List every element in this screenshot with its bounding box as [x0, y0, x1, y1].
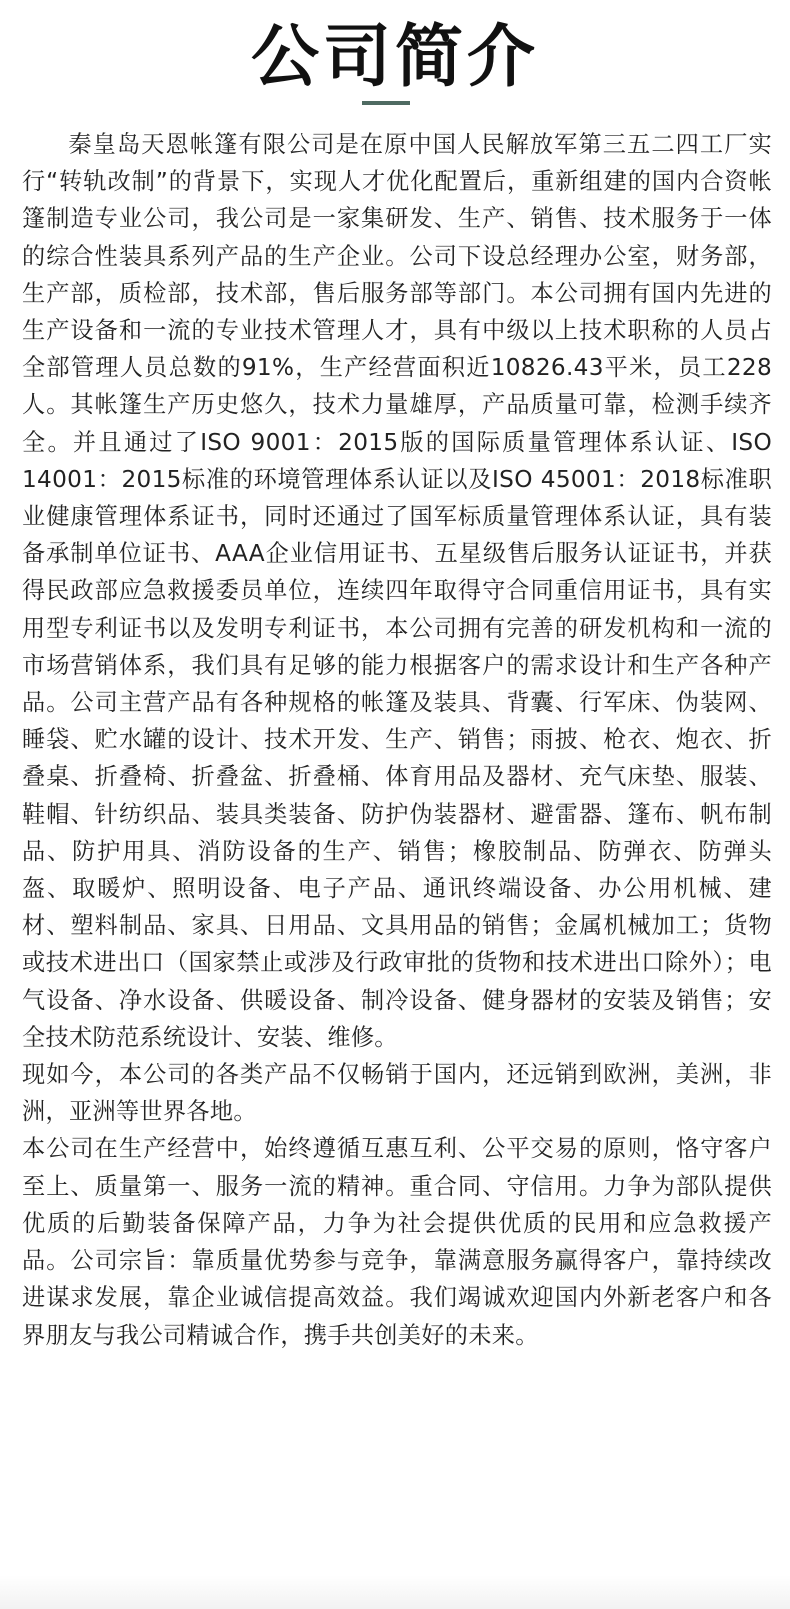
bottom-fade-edge [0, 1575, 790, 1609]
intro-paragraph-markets: 现如今，本公司的各类产品不仅畅销于国内，还远销到欧洲，美洲，非洲，亚洲等世界各地。 [22, 1061, 772, 1126]
intro-paragraph-company-overview: 秦皇岛天恩帐篷有限公司是在原中国人民解放军第三五二四工厂实行“转轨改制”的背景下，实现人才优化配置后，重新组建的国内合资帐篷制造专业公司，我公司是一家集研发、生产、销售、技术服务于一体的综合性装具系列产品的生产企业。公司下设总经理办公室，财务部，生产部，质检部，技术部，售后服务部等部门。本公司拥有国内先进的生产设备和一流的专业技术管理人才，具有中级以上技术职称的人员占全部管理人员总数的91%，生产经营面积近10826.43平米，员工228人。其帐篷生产历史悠久，技术力量雄厚，产品质量可靠，检测手续齐全。并且通过了ISO 9001：2015版的国际质量管理体系认证、ISO 14001：2015标准的环境管理体系认证以及ISO 45001：2018标准职业健康管理体系证书，同时还通过了国军标质量管理体系认证，具有装备承制单位证书、AAA企业信用证书、五星级售后服务认证证书，并获得民政部应急救援委员单位，连续四年取得守合同重信用证书，具有实用型专利证书以及发明专利证书，本公司拥有完善的研发机构和一流的市场营销体系，我们具有足够的能力根据客户的需求设计和生产各种产品。公司主营产品有各种规格的帐篷及装具、背囊、行军床、伪装网、睡袋、贮水罐的设计、技术开发、生产、销售；雨披、枪衣、炮衣、折叠桌、折叠椅、折叠盆、折叠桶、体育用品及器材、充气床垫、服装、鞋帽、针纺织品、装具类装备、防护伪装器材、避雷器、篷布、帆布制品、防护用具、消防设备的生产、销售；橡胶制品、防弹衣、防弹头盔、取暖炉、照明设备、电子产品、通讯终端设备、办公用机械、建材、塑料制品、家具、日用品、文具用品的销售；金属机械加工；货物或技术进出口（国家禁止或涉及行政审批的货物和技术进出口除外）；电气设备、净水设备、供暖设备、制冷设备、健身器材的安装及销售；安全技术防范系统设计、安装、维修。 [22, 131, 772, 1051]
page-title: 公司简介 [250, 18, 539, 97]
title-underline-divider [362, 101, 410, 105]
intro-body [22, 126, 772, 1354]
intro-paragraph-principles: 本公司在生产经营中，始终遵循互惠互利、公平交易的原则，恪守客户至上、质量第一、服务一流的精神。重合同、守信用。力争为部队提供优质的后勤装备保障产品，力争为社会提供优质的民用和应急救援产品。公司宗旨：靠质量优势参与竞争，靠满意服务赢得客户，靠持续改进谋求发展，靠企业诚信提高效益。我们竭诚欢迎国内外新老客户和各界朋友与我公司精诚合作，携手共创美好的未来。 [22, 1135, 772, 1349]
